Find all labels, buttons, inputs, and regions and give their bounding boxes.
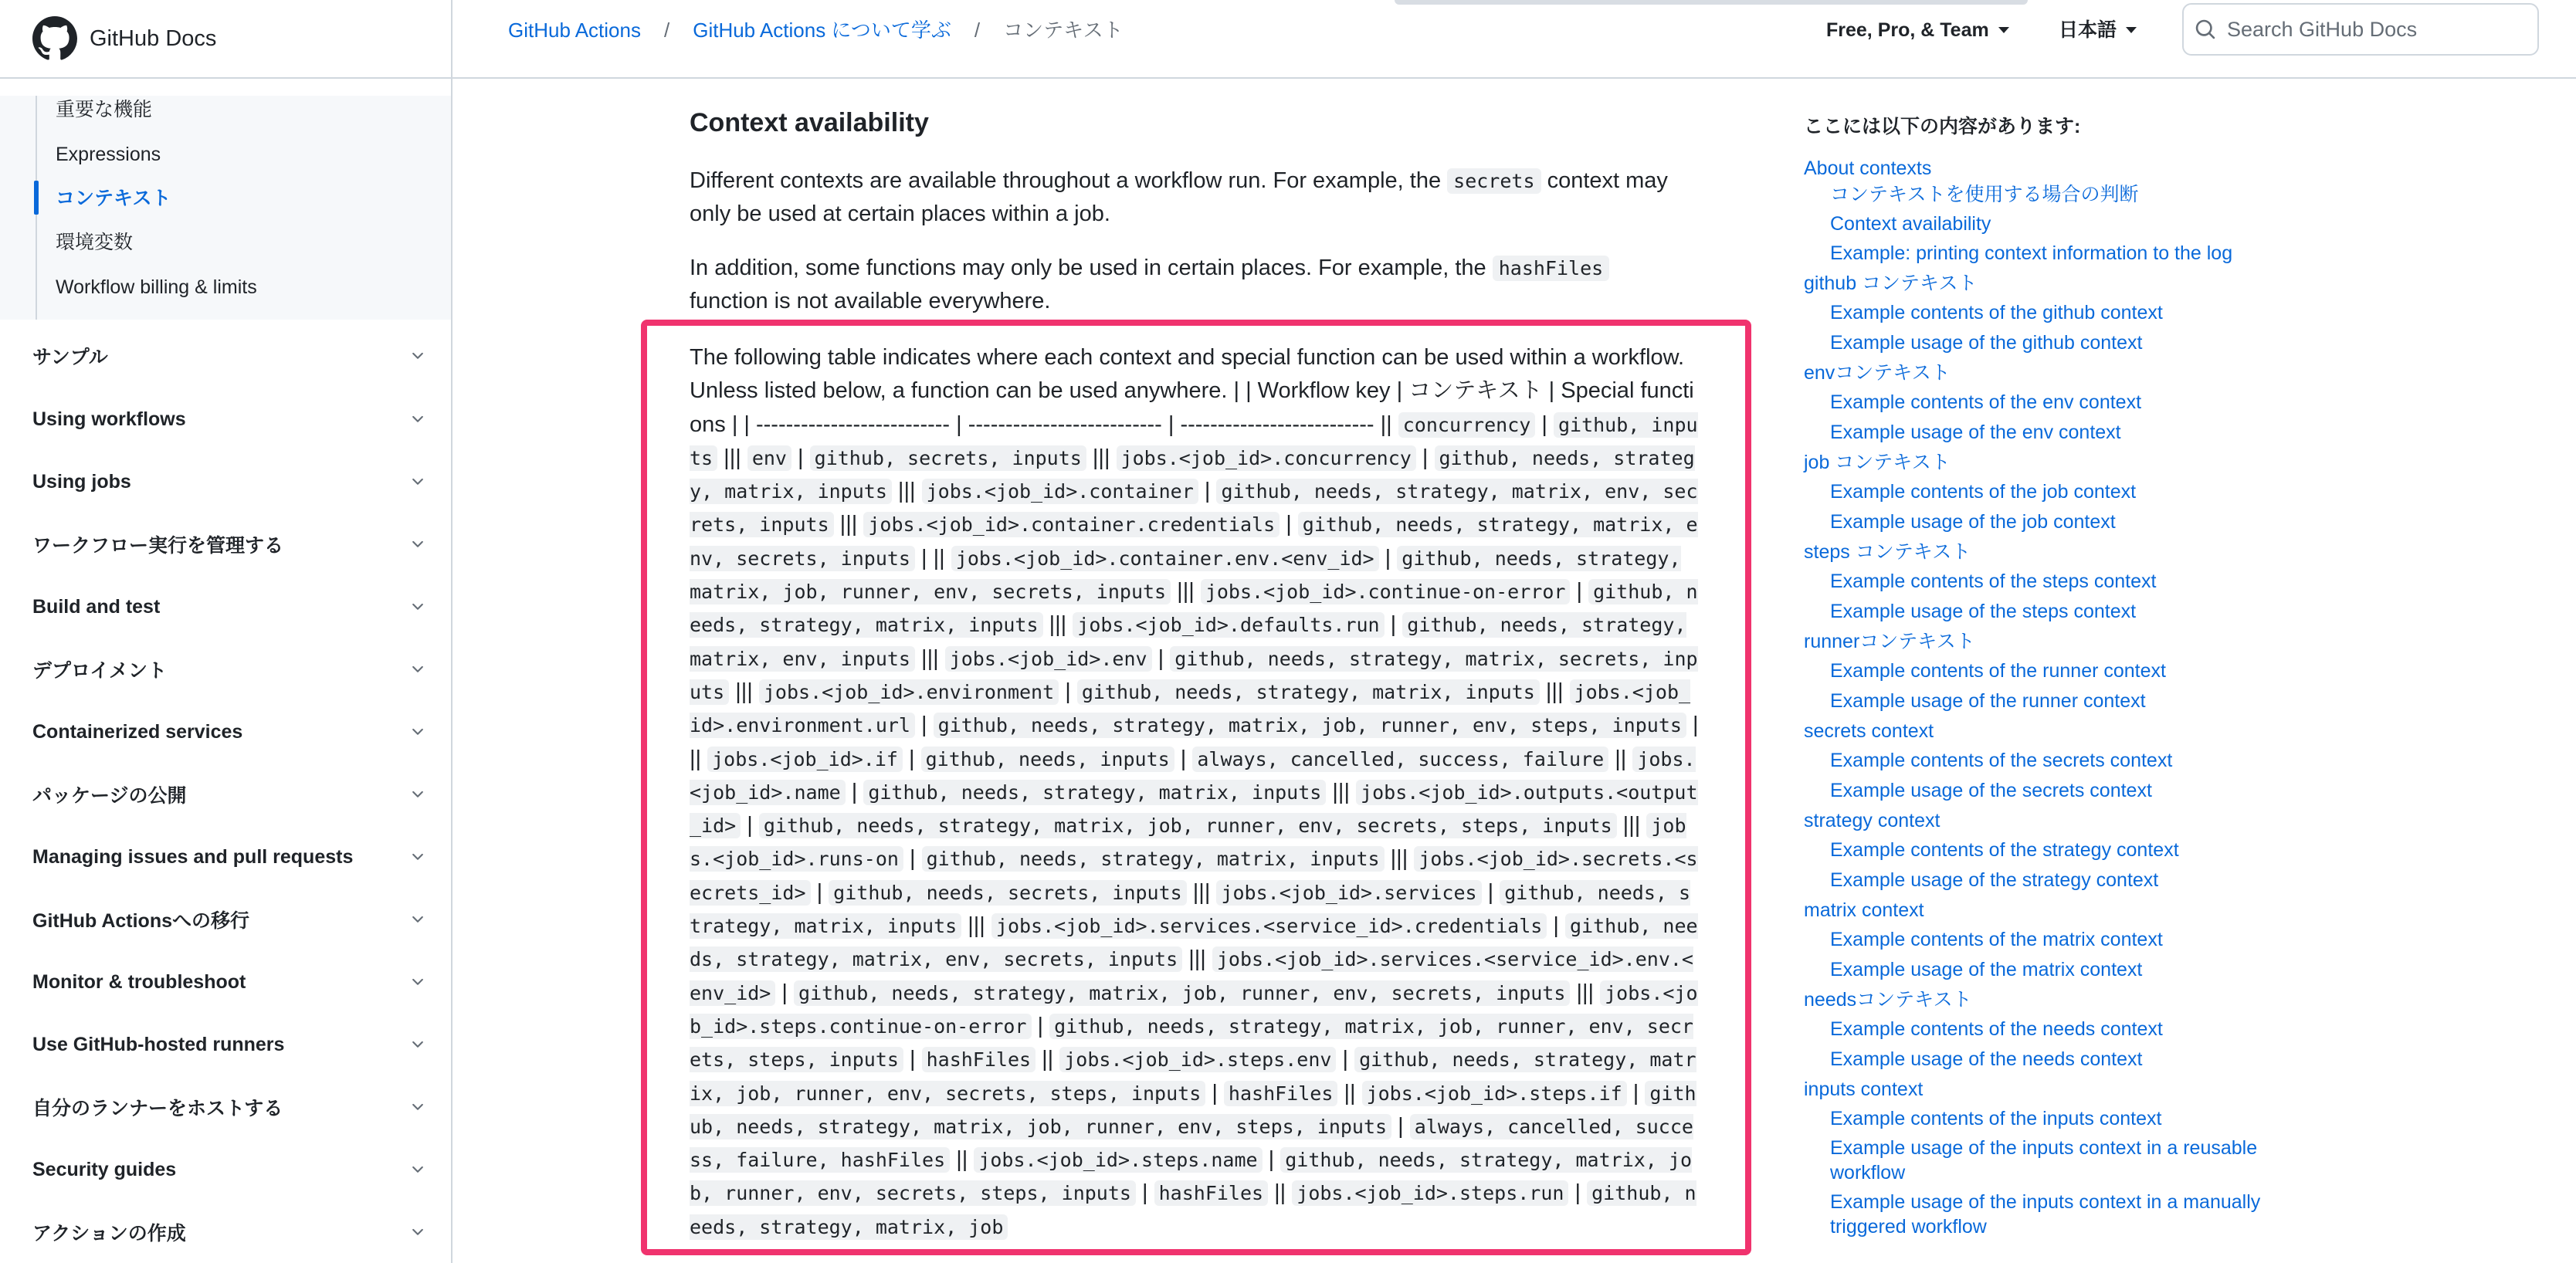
inline-code: jobs.<job_id>.steps.if (1362, 1081, 1627, 1106)
inline-code: github, needs, strategy, matrix, job, runner, env, secrets, steps, inputs (759, 813, 1617, 838)
toc-link[interactable]: steps コンテキスト (1804, 541, 1971, 563)
table-text-segment: | (914, 713, 934, 738)
chevron-down-icon (409, 911, 426, 928)
sidebar-category[interactable] (32, 771, 426, 818)
chevron-down-icon (409, 1224, 426, 1241)
inline-code: jobs.<job_id>.outputs.<output_id> (690, 780, 1698, 838)
table-text-segment: | (1415, 445, 1435, 470)
toc-link[interactable]: job コンテキスト (1804, 452, 1951, 473)
table-text-segment: ||| (833, 512, 864, 537)
toc-link[interactable]: Example: printing context information to the log (1830, 242, 2233, 264)
toc-link[interactable]: コンテキストを使用する場合の判断 (1830, 184, 2139, 205)
inline-code: jobs.<job_id>.secrets.<secrets_id> (690, 848, 1698, 904)
table-text-segment: || (1337, 1080, 1362, 1106)
table-text-segment: ||| (1086, 445, 1117, 470)
inline-code: jobs.<job_id>.container.credentials (863, 512, 1280, 537)
inline-code: github, needs, strategy, matrix, job, runner, env, steps, inputs (690, 1082, 1696, 1138)
sidebar-category[interactable] (32, 584, 426, 630)
toc-link[interactable]: Example contents of the matrix context (1830, 929, 2163, 950)
active-indicator (34, 181, 39, 215)
toc-link[interactable]: matrix context (1804, 899, 1924, 921)
toc-link[interactable]: secrets context (1804, 720, 1934, 742)
toc-link[interactable]: Example contents of the runner context (1830, 660, 2166, 682)
table-text-segment: ||| (1570, 980, 1601, 1005)
context-availability-table-text (690, 341, 1701, 1263)
table-text-segment: | (1262, 1147, 1281, 1173)
sidebar-category-label: 自分のランナーをホストする (32, 1098, 283, 1119)
sidebar-category-label: デプロイメント (32, 660, 168, 682)
paragraph-contexts (690, 164, 1693, 231)
inline-code: github, needs, strategy, matrix, job, runner, env, secrets, inputs (794, 980, 1570, 1006)
chevron-down-icon (409, 473, 426, 490)
sidebar-category-label: Using jobs (32, 470, 131, 493)
inline-code: github, needs, strategy, matrix, inputs (690, 446, 1695, 503)
sidebar-category-label: Containerized services (32, 720, 243, 743)
chevron-down-icon (409, 1161, 426, 1178)
sidebar-category-label: Using workflows (32, 408, 186, 430)
inline-code: github, needs, strategy, matrix, job (690, 1182, 1696, 1238)
sidebar-category[interactable] (32, 1209, 426, 1255)
sidebar-category[interactable] (32, 1146, 426, 1193)
sidebar-category-label: Build and test (32, 595, 161, 618)
toc-link[interactable]: Example contents of the needs context (1830, 1018, 2163, 1040)
inline-code: concurrency (1398, 412, 1536, 438)
inline-code: hashFiles (1224, 1081, 1337, 1106)
inline-code: jobs.<job_id>.steps.run (1292, 1180, 1568, 1206)
inline-code: jobs.<job_id>.continue-on-error (1201, 579, 1571, 604)
inline-code: github, needs, strategy, matrix, env, secrets, inputs (690, 513, 1698, 570)
inline-code: github, needs, strategy, matrix, env, secrets, inputs (690, 915, 1698, 971)
inline-code: github, inputs (690, 413, 1698, 469)
table-text-segment: | (903, 846, 922, 872)
breadcrumb-link-learn[interactable]: GitHub Actions について学ぶ (693, 19, 951, 42)
toc-link[interactable]: Example contents of the strategy context (1830, 839, 2179, 861)
sidebar-category-label: パッケージの公開 (32, 785, 187, 807)
inline-code: jobs.<job_id>.env (945, 646, 1152, 672)
sidebar-category-label: サンプル (32, 347, 108, 368)
inline-code: jobs.<job_id>.defaults.run (1073, 612, 1384, 638)
inline-code: jobs.<job_id>.container.env.<env_id> (951, 546, 1379, 571)
inline-code: github, needs, strategy, matrix, job, runner, env, secrets, steps, inputs (690, 1149, 1693, 1205)
inline-code: always, cancelled, success, failure, hashFiles (690, 1115, 1693, 1172)
table-text-segment: ||| (1171, 579, 1201, 604)
sidebar-category[interactable] (32, 396, 426, 442)
sidebar-subnav (0, 96, 451, 320)
subnav-item[interactable]: Workflow billing & limits (56, 276, 257, 298)
toc-link[interactable]: Example contents of the secrets context (1830, 750, 2173, 771)
sidebar-category[interactable] (32, 646, 426, 692)
table-text-segment: || (1035, 1047, 1060, 1072)
sidebar-category[interactable] (32, 709, 426, 755)
breadcrumb-separator: / (974, 19, 981, 42)
subnav-item[interactable]: コンテキスト (56, 188, 171, 209)
chevron-down-icon (409, 1099, 426, 1116)
toc-link[interactable]: Example usage of the secrets context (1830, 780, 2152, 801)
inline-code: hashFiles (922, 1047, 1035, 1072)
paragraph-text: function is not available everywhere. (690, 289, 1051, 313)
table-text-segment: | || (914, 545, 951, 571)
table-text-segment: ||| (729, 679, 759, 704)
chevron-down-icon (409, 598, 426, 615)
table-text-segment: | (1198, 479, 1217, 504)
inline-code: jobs.<job_id>.services (1216, 880, 1481, 906)
toc-link[interactable]: inputs context (1804, 1078, 1924, 1100)
table-text-segment: | (1280, 512, 1298, 537)
sidebar-category[interactable] (32, 333, 426, 379)
chevron-down-icon (409, 1036, 426, 1053)
toc-link[interactable]: Example usage of the inputs context in a manually triggered workflow (1830, 1191, 2261, 1238)
chevron-down-icon (409, 786, 426, 803)
toc-link[interactable]: Example contents of the github context (1830, 302, 2163, 323)
subnav-item[interactable]: 重要な機能 (56, 99, 153, 120)
breadcrumb (508, 17, 1124, 43)
sidebar-category-label: Monitor & troubleshoot (32, 970, 246, 993)
inline-code: hashFiles (1154, 1180, 1268, 1206)
sidebar-category-label: ワークフロー実行を管理する (32, 535, 284, 557)
table-text-segment: ||| (1042, 612, 1073, 638)
table-text-segment: || (950, 1147, 974, 1173)
table-text-segment: | (1384, 612, 1403, 638)
inline-code: github, needs, strategy, matrix, job, runner, env, secrets, steps, inputs (690, 1048, 1696, 1105)
toc-link[interactable]: Example usage of the matrix context (1830, 959, 2143, 980)
table-text-segment: | (1391, 1113, 1410, 1139)
chevron-down-icon (409, 411, 426, 428)
sidebar-category[interactable] (32, 959, 426, 1005)
breadcrumb-link-actions[interactable]: GitHub Actions (508, 19, 641, 42)
chevron-down-icon (409, 848, 426, 865)
version-label: Free, Pro, & Team (1826, 19, 1989, 41)
table-text-segment: ||| (1182, 946, 1212, 972)
sidebar-category[interactable] (32, 896, 426, 943)
inline-code: github, needs, strategy, matrix, env, secrets, inputs (690, 480, 1698, 537)
inline-code: jobs.<job_id>.container (922, 479, 1198, 504)
table-text-segment: | (903, 1047, 922, 1072)
table-text-segment: The following table indicates where each context and special function can be used within a workflow. Unless listed below, a function can be used anywhere. | | Workflow key | コンテキスト | Special functions | | -------------------------- | -------------------------- | -------------------------- || (690, 345, 1694, 437)
site-title: GitHub Docs (90, 25, 217, 51)
toc-link[interactable]: Example usage of the runner context (1830, 690, 2146, 712)
inline-code: jobs.<job_id>.environment.url (690, 680, 1691, 737)
table-text-segment: | (810, 879, 829, 905)
table-text-segment: ||| (891, 479, 922, 504)
inline-code: github, needs, strategy, matrix, job, runner, env, secrets, inputs (690, 547, 1681, 604)
chevron-down-icon (409, 347, 426, 364)
github-logo-icon (32, 16, 77, 61)
toc-link[interactable]: Example usage of the github context (1830, 332, 2143, 354)
site-logo-link[interactable] (0, 0, 451, 79)
table-text-segment: | (1135, 1180, 1154, 1206)
inline-code: jobs.<job_id>.steps.name (974, 1147, 1262, 1173)
table-text-segment: | (1626, 1080, 1646, 1106)
toc-link[interactable]: Example contents of the steps context (1830, 571, 2157, 592)
table-text-segment: ||| (1616, 813, 1647, 838)
toc-link[interactable]: Example contents of the inputs context (1830, 1108, 2162, 1129)
toc-link[interactable]: strategy context (1804, 810, 1940, 831)
inline-code: env (747, 445, 791, 471)
table-text-segment: | (1570, 579, 1589, 604)
toc-link[interactable]: Example contents of the env context (1830, 391, 2142, 413)
toc-link[interactable]: Context availability (1830, 213, 1991, 235)
sidebar-category-label: GitHub Actionsへの移行 (32, 910, 250, 932)
section-heading: Context availability (690, 108, 929, 137)
inline-code: github, secrets, inputs (810, 445, 1086, 471)
inline-code: jobs.<job_id>.name (690, 747, 1696, 804)
mini-toc (1804, 0, 2298, 1263)
inline-code: jobs.<job_id>.services.<service_id>.env.<env_id> (690, 948, 1693, 1004)
toc-link[interactable]: Example usage of the job context (1830, 511, 2116, 533)
table-text-segment: ||| (914, 645, 945, 671)
table-text-segment: ||| (717, 445, 747, 470)
inline-code: github, needs, secrets, inputs (829, 880, 1187, 906)
table-text-segment: | (1547, 913, 1565, 939)
table-text-segment: | (775, 980, 795, 1005)
table-text-segment: | (1031, 1013, 1050, 1038)
toc-link[interactable]: needsコンテキスト (1804, 989, 1972, 1011)
paragraph-text: Different contexts are available throughout a workflow run. For example, the (690, 168, 1442, 193)
table-text-segment: ||| (1326, 779, 1357, 804)
inline-code: jobs.<job_id>.environment (759, 679, 1059, 705)
table-text-segment: ||| (690, 713, 1699, 771)
table-text-segment: ||| (1384, 846, 1415, 872)
paragraph-functions (690, 252, 1693, 318)
table-text-segment: || (1608, 746, 1633, 771)
inline-code: jobs.<job_id>.runs-on (690, 814, 1686, 871)
table-text-segment: | (902, 746, 921, 771)
sidebar-category-label: Security guides (32, 1158, 177, 1180)
toc-link[interactable]: Example usage of the steps context (1830, 601, 2137, 622)
toc-link[interactable]: About contexts (1804, 157, 1932, 179)
table-text-segment: ||| (961, 913, 991, 939)
toc-link[interactable]: runnerコンテキスト (1804, 631, 1975, 652)
table-text-segment: | (1151, 645, 1171, 671)
sidebar-category-label: Use GitHub-hosted runners (32, 1033, 285, 1055)
language-label: 日本語 (2059, 19, 2117, 41)
toc-link[interactable]: Example usage of the strategy context (1830, 869, 2159, 891)
inline-code: always, cancelled, success, failure (1192, 747, 1608, 772)
inline-code: jobs.<job_id>.steps.env (1059, 1047, 1336, 1072)
inline-code: github, needs, strategy, matrix, inputs (1077, 679, 1540, 705)
sidebar-category-label: Managing issues and pull requests (32, 845, 354, 868)
inline-code: github, needs, strategy, matrix, inputs (922, 846, 1385, 872)
inline-code: github, needs, strategy, matrix, job, runner, env, steps, inputs (934, 713, 1686, 738)
chevron-down-icon (409, 536, 426, 553)
paragraph-text: context may only be used at certain places within a job. (690, 168, 1668, 226)
inline-code: github, needs, inputs (921, 747, 1174, 772)
table-text-segment: | (1378, 545, 1398, 571)
inline-code: github, needs, strategy, matrix, inputs (690, 581, 1698, 637)
table-text-segment: | (741, 813, 759, 838)
breadcrumb-current: コンテキスト (1003, 19, 1124, 42)
inline-code: secrets (1447, 168, 1541, 194)
sidebar-category[interactable] (32, 521, 426, 567)
sidebar-category[interactable] (32, 1084, 426, 1130)
chevron-down-icon (409, 661, 426, 678)
inline-code: github, needs, strategy, matrix, job, runner, env, secrets, steps, inputs (690, 1014, 1693, 1072)
sidebar-category[interactable] (32, 834, 426, 880)
sidebar-category[interactable] (32, 1021, 426, 1068)
table-text-segment: | (1059, 679, 1077, 704)
inline-code: github, needs, strategy, matrix, inputs (690, 881, 1691, 938)
table-text-segment: | (1481, 879, 1500, 905)
table-text-segment: | (791, 445, 810, 470)
inline-code: github, needs, strategy, matrix, env, inputs (690, 614, 1686, 670)
table-text-segment: | (1174, 746, 1193, 771)
breadcrumb-separator: / (663, 19, 670, 42)
inline-code: github, needs, strategy, matrix, inputs (863, 780, 1326, 805)
table-text-segment: | (1205, 1080, 1224, 1106)
toc-link[interactable]: Example contents of the job context (1830, 481, 2137, 503)
inline-code: jobs.<job_id>.services.<service_id>.credentials (991, 913, 1547, 939)
inline-code: hashFiles (1493, 256, 1609, 281)
toc-link[interactable]: Example usage of the inputs context in a reusable workflow (1830, 1137, 2258, 1183)
sidebar-category-label: アクションの作成 (32, 1223, 186, 1244)
toc-link[interactable]: Example usage of the env context (1830, 422, 2121, 443)
table-text-segment: ||| (1539, 679, 1570, 704)
toc-link[interactable]: envコンテキスト (1804, 362, 1951, 384)
sidebar-category[interactable] (32, 459, 426, 505)
inline-code: jobs.<job_id>.steps.continue-on-error (690, 981, 1698, 1038)
table-text-segment: || (1268, 1180, 1293, 1206)
table-text-segment: | (1568, 1180, 1588, 1206)
inline-code: jobs.<job_id>.if (707, 747, 903, 772)
chevron-down-icon (409, 973, 426, 990)
inline-code: github, needs, strategy, matrix, secrets, inputs (690, 647, 1698, 703)
toc-link[interactable]: github コンテキスト (1804, 273, 1978, 294)
table-text-segment: | (1336, 1047, 1355, 1072)
table-text-segment: ||| (1186, 879, 1217, 905)
toc-link[interactable]: Example usage of the needs context (1830, 1048, 2143, 1070)
subnav-item[interactable]: Expressions (56, 144, 161, 165)
inline-code: jobs.<job_id>.concurrency (1117, 445, 1416, 471)
table-text-segment: | (845, 779, 864, 804)
table-text-segment: | (1535, 411, 1554, 437)
subnav-item[interactable]: 環境変数 (56, 232, 134, 253)
chevron-down-icon (409, 723, 426, 740)
paragraph-text: In addition, some functions may only be used in certain places. For example, the (690, 256, 1486, 280)
toc-heading: ここには以下の内容があります: (1804, 116, 2081, 137)
sidebar (0, 0, 452, 1263)
